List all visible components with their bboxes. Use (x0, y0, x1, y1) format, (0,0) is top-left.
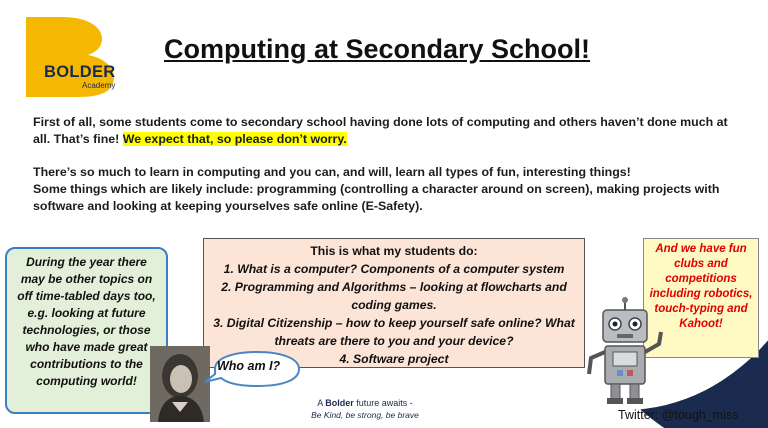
clubs-box: And we have fun clubs and competitions including robotics, touch-typing and Kahoot! (643, 238, 759, 358)
twitter-handle: Twitter: @tough_miss (618, 408, 739, 422)
intro-paragraph (33, 114, 733, 148)
robot-icon (585, 296, 665, 406)
intro-highlight: We expect that, so please don’t worry. (122, 132, 347, 146)
body-line-1: There’s so much to learn in computing and you can, and will, learn all types of fun, interesting things! (33, 165, 631, 179)
students-do-heading: This is what my students do: (310, 244, 478, 258)
other-topics-box: During the year there may be other topics on off time-tabled days too, e.g. looking at future technologies, or those who have made great contributions to the computing world! (5, 247, 168, 414)
page-title: Computing at Secondary School! (164, 34, 591, 64)
logo-name: BOLDER (44, 63, 116, 81)
logo-subtitle: Academy (82, 81, 116, 90)
list-item: 2. Programming and Algorithms – looking at flowcharts and coding games. (221, 280, 567, 312)
footer-motto: Be Kind, be strong, be brave (311, 410, 419, 420)
footer-tagline (300, 397, 430, 421)
students-do-box (203, 238, 585, 368)
footer-line: A Bolder future awaits - (317, 398, 413, 408)
list-item: 1. What is a computer? Components of a computer system (223, 262, 565, 276)
bolder-academy-logo (22, 17, 130, 97)
who-am-i-text: Who am I? (217, 359, 281, 373)
intro-text: First of all, some students come to secondary school having done lots of computing and others haven’t done much at all. That’s fine! (33, 115, 728, 146)
body-paragraph (33, 164, 733, 215)
list-item: 3. Digital Citizenship – how to keep yourself safe online? What threats are there to you and your device? (213, 316, 575, 348)
list-item: 4. Software project (339, 352, 449, 366)
body-line-2: Some things which are likely include: programming (controlling a character around on screen), making projects with software and looking at keeping yourselves safe online (E-Safety). (33, 182, 720, 213)
